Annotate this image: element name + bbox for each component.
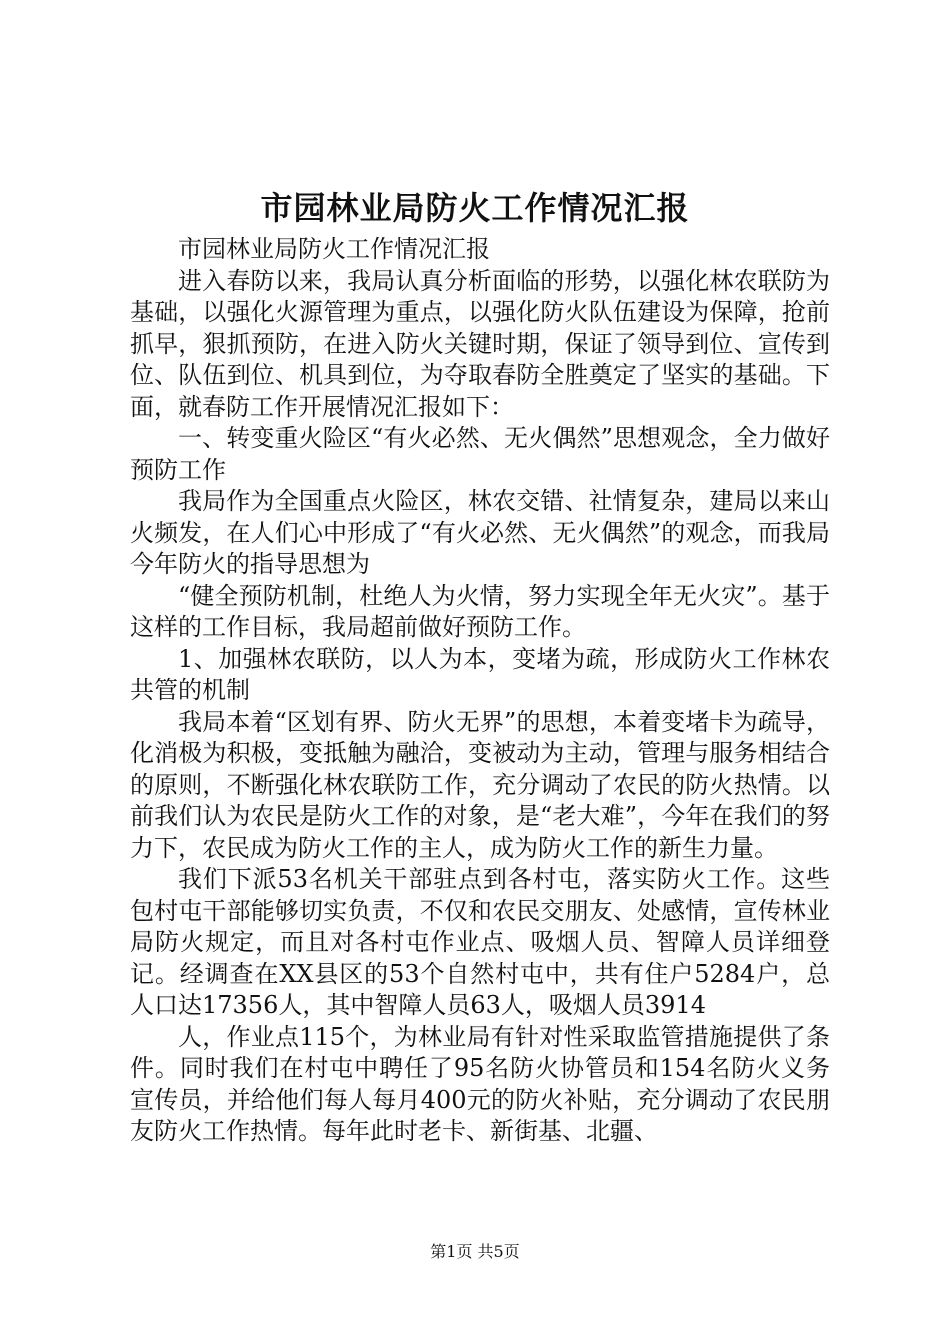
paragraph-intro: 进入春防以来，我局认真分析面临的形势，以强化林农联防为基础，以强化火源管理为重点，以强化防火队伍建设为保障，抢前抓早，狠抓预防，在进入防火关键时期，保证了领导到位、宣传到位、队伍到位、机具到位，为夺取春防全胜奠定了坚实的基础。下面，就春防工作开展情况汇报如下： <box>130 266 830 421</box>
document-title: 市园林业局防火工作情况汇报 <box>260 189 690 227</box>
subsection-heading-1: 1、加强林农联防，以人为本，变堵为疏，形成防火工作林农共管的机制 <box>130 644 830 704</box>
paragraph: 我局本着“区划有界、防火无界”的思想，本着变堵卡为疏导，化消极为积极，变抵触为融洽，变被动为主动，管理与服务相结合的原则，不断强化林农联防工作，充分调动了农民的防火热情。以前我们认为农民是防火工作的对象，是“老大难”，今年在我们的努力下，农民成为防火工作的主人，成为防火工作的新生力量。 <box>130 707 830 862</box>
paragraph-quote: “健全预防机制，杜绝人为火情，努力实现全年无火灾”。基于这样的工作目标，我局超前做好预防工作。 <box>130 581 830 641</box>
section-heading-1: 一、转变重火险区“有火必然、无火偶然”思想观念，全力做好预防工作 <box>130 424 830 484</box>
paragraph-subtitle: 市园林业局防火工作情况汇报 <box>178 235 490 263</box>
paragraph: 人，作业点115个，为林业局有针对性采取监管措施提供了条件。同时我们在村屯中聘任了95名防火协管员和154名防火义务宣传员，并给他们每人每月400元的防火补贴，充分调动了农民朋友防火工作热情。每年此时老卡、新街基、北疆、 <box>130 1022 830 1145</box>
paragraph: 我们下派53名机关干部驻点到各村屯，落实防火工作。这些包村屯干部能够切实负责，不仅和农民交朋友、处感情，宣传林业局防火规定，而且对各村屯作业点、吸烟人员、智障人员详细登记。经调查在XX县区的53个自然村屯中，共有住户5284户，总人口达17356人，其中智障人员63人，吸烟人员3914 <box>130 865 830 1019</box>
document-body <box>130 234 830 1148</box>
paragraph: 我局作为全国重点火险区，林农交错、社情复杂，建局以来山火频发，在人们心中形成了“有火必然、无火偶然”的观念，而我局今年防火的指导思想为 <box>130 487 830 578</box>
page-number-footer: 第1页 共5页 <box>430 1242 520 1261</box>
